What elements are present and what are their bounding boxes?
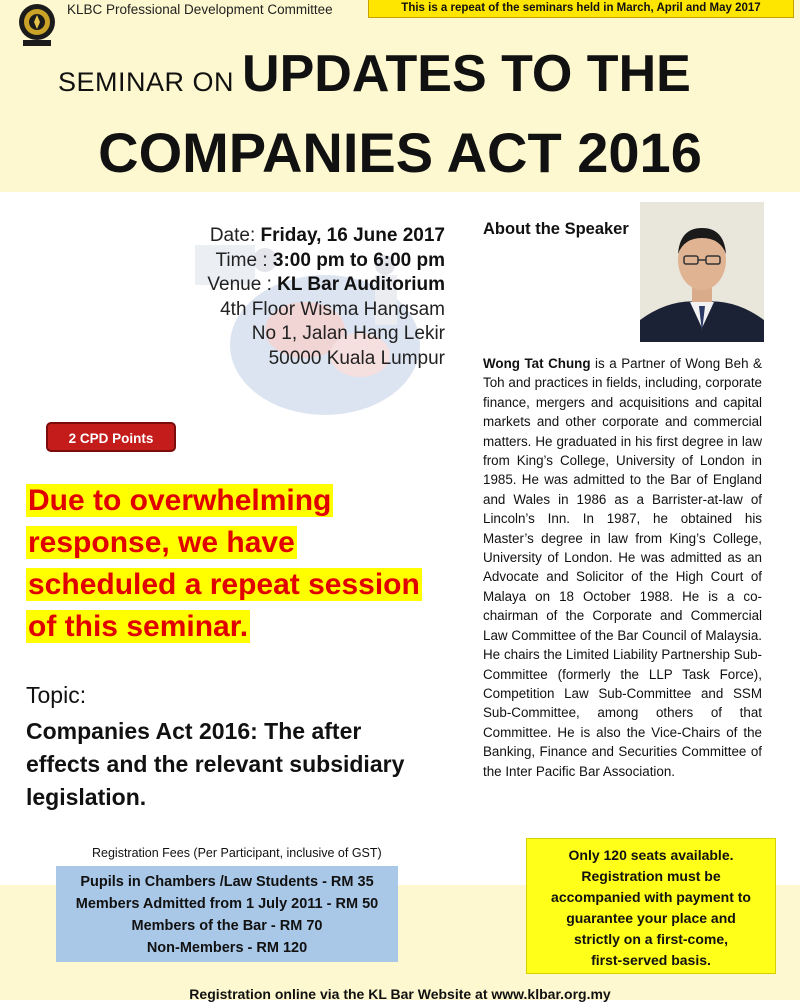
seats-notice — [526, 838, 776, 974]
venue-value: KL Bar Auditorium — [277, 274, 445, 295]
address-line-1: 4th Floor Wisma Hangsam — [220, 298, 445, 320]
topic-text: Companies Act 2016: The after effects and the relevant subsidiary legislation. — [26, 718, 405, 810]
address-line-3: 50000 Kuala Lumpur — [268, 347, 445, 369]
seats-line: accompanied with payment to — [551, 889, 751, 905]
fee-line: Non-Members - RM 120 — [146, 940, 308, 956]
speaker-bio — [483, 354, 762, 781]
topic-label: Topic: — [26, 682, 87, 708]
seats-line: Registration must be — [581, 868, 721, 884]
event-details — [207, 224, 445, 371]
title-line-2: COMPANIES ACT 2016 — [98, 121, 702, 184]
fee-line: Members of the Bar - RM 70 — [131, 918, 323, 934]
date-line: Date: Friday, 16 June 2017 — [209, 225, 445, 246]
title-prefix: SEMINAR ON — [58, 67, 243, 97]
announcement-line: response, we have — [28, 526, 295, 559]
time-value: 3:00 pm to 6:00 pm — [272, 249, 445, 271]
speaker-heading: About the Speaker — [483, 220, 629, 238]
speaker-photo — [640, 202, 764, 342]
address-line-2: No 1, Jalan Hang Lekir — [251, 323, 445, 344]
registration-footer: Registration online via the KL Bar Website at www.klbar.org.my — [189, 986, 611, 1002]
venue-line: Venue : KL Bar Auditorium — [207, 274, 445, 295]
fees-box — [56, 866, 398, 962]
seats-line: strictly on a first-come, — [573, 931, 729, 947]
title-line-1 — [58, 44, 691, 104]
date-value: Friday, 16 June 2017 — [260, 225, 445, 246]
title-main: UPDATES TO THE — [242, 45, 691, 103]
seats-line: guarantee your place and — [566, 910, 736, 926]
fee-line: Members Admitted from 1 July 2011 - RM 50 — [75, 896, 379, 912]
klbc-logo — [17, 0, 57, 48]
speaker-bio-text: is a Partner of Wong Beh & Toh and practices in fields, including, corporate finance, mergers and acquisitions and capital markets and other corporate and commercial matters. He graduated in his first degree in law from King’s College, University of London in 1985. He was admitted to the Bar of England and Wales in 1986 as a Barrister-at-law of Lincoln’s Inn. In 1987, he obtained his Master’s degree in law from King’s College, University of London. He was admitted as an Advocate and Solicitor of the High Court of Malaya on 18 October 1988. He is a co-chairman of the Corporate and Commercial Law Committee of the Bar Council of Malaysia. He chairs the Limited Liability Partnership Sub-Committee (formerly the LLP Task Force), Competition Law Sub-Committee and SSM Sub-Committee, among others of that Committee. He is also the Vice-Chairs of the Banking, Finance and Securities Committee of the Inter Pacific Bar Association. — [483, 356, 762, 779]
speaker-name: Wong Tat Chung — [483, 356, 591, 371]
time-line: Time : 3:00 pm to 6:00 pm — [215, 249, 445, 271]
cpd-badge: 2 CPD Points — [46, 422, 176, 452]
announcement-line: Due to overwhelming — [28, 484, 332, 517]
seats-line: Only 120 seats available. — [568, 847, 734, 863]
announcement-line: of this seminar. — [28, 610, 249, 643]
seats-line: first-served basis. — [591, 952, 711, 968]
fee-line: Pupils in Chambers /Law Students - RM 35 — [80, 874, 374, 890]
fees-heading: Registration Fees (Per Participant, inclusive of GST) — [92, 846, 382, 860]
repeat-notice: This is a repeat of the seminars held in March, April and May 2017 — [368, 0, 794, 18]
organizer: KLBC Professional Development Committee — [67, 2, 333, 17]
repeat-session-announcement — [26, 480, 422, 648]
announcement-line: scheduled a repeat session — [28, 568, 420, 601]
